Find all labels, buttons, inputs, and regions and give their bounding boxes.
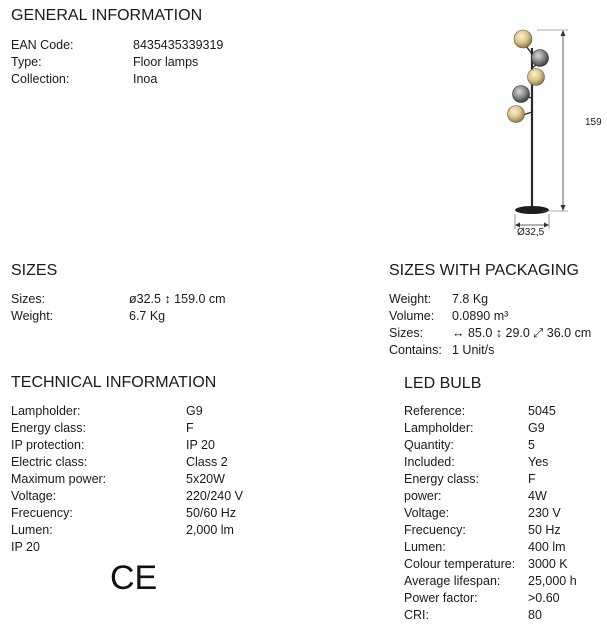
diameter-dimension-label: Ø32,5 <box>517 227 545 238</box>
ean-code-label: EAN Code: <box>11 38 74 52</box>
led-label: Reference: <box>404 404 466 418</box>
technical-information-heading: TECHNICAL INFORMATION <box>11 374 217 391</box>
led-label: Lumen: <box>404 540 446 554</box>
collection-label: Collection: <box>11 72 70 86</box>
led-label: Included: <box>404 455 455 469</box>
led-value: 50 Hz <box>528 523 561 537</box>
led-bulb-heading: LED BULB <box>404 375 482 392</box>
tech-label: Lampholder: <box>11 404 81 418</box>
tech-value: IP 20 <box>186 438 215 452</box>
packaging-volume-label: Volume: <box>389 309 435 323</box>
led-value: 400 lm <box>528 540 566 554</box>
led-label: Energy class: <box>404 472 480 486</box>
led-value: 3000 K <box>528 557 568 571</box>
led-value: 4W <box>528 489 547 503</box>
tech-label: Electric class: <box>11 455 88 469</box>
ip-rating-note: IP 20 <box>11 540 40 554</box>
packaging-sizes-label: Sizes: <box>389 326 424 340</box>
tech-value: Class 2 <box>186 455 228 469</box>
type-label: Type: <box>11 55 42 69</box>
packaging-weight-value: 7.8 Kg <box>452 292 489 306</box>
tech-label: Lumen: <box>11 523 53 537</box>
led-label: Quantity: <box>404 438 455 452</box>
type-value: Floor lamps <box>133 55 199 69</box>
tech-value: 50/60 Hz <box>186 506 237 520</box>
packaging-weight-label: Weight: <box>389 292 432 306</box>
tech-value: 5x20W <box>186 472 225 486</box>
sizes-label: Sizes: <box>11 292 46 306</box>
led-value: 25,000 h <box>528 574 577 588</box>
packaging-heading: SIZES WITH PACKAGING <box>389 262 579 279</box>
ean-code-value: 8435435339319 <box>133 38 224 52</box>
floor-lamp-drawing <box>490 20 607 245</box>
led-label: Power factor: <box>404 591 478 605</box>
led-value: Yes <box>528 455 549 469</box>
led-value: F <box>528 472 536 486</box>
collection-value: Inoa <box>133 72 158 86</box>
weight-label: Weight: <box>11 309 54 323</box>
led-value: 80 <box>528 608 542 622</box>
tech-value: F <box>186 421 194 435</box>
ce-mark-text: CE <box>110 560 158 594</box>
tech-label: IP protection: <box>11 438 85 452</box>
led-value: 5045 <box>528 404 556 418</box>
height-dimension-label: 159 <box>585 117 602 128</box>
ce-mark-icon <box>110 560 158 599</box>
led-label: CRI: <box>404 608 429 622</box>
packaging-sizes-value: ↔ 85.0 ↕ 29.0 ⤢ 36.0 cm <box>452 326 592 340</box>
led-label: Voltage: <box>404 506 450 520</box>
tech-label: Voltage: <box>11 489 57 503</box>
led-label: Frecuency: <box>404 523 466 537</box>
led-label: power: <box>404 489 442 503</box>
sizes-value: ø32.5 ↕ 159.0 cm <box>129 292 226 306</box>
tech-value: 220/240 V <box>186 489 243 503</box>
floor-lamp-icon <box>490 20 607 245</box>
led-value: 5 <box>528 438 535 452</box>
general-information-heading: GENERAL INFORMATION <box>11 7 203 24</box>
packaging-volume-value: 0.0890 m³ <box>452 309 509 323</box>
tech-value: G9 <box>186 404 203 418</box>
led-value: >0.60 <box>528 591 560 605</box>
led-value: 230 V <box>528 506 561 520</box>
led-label: Colour temperature: <box>404 557 516 571</box>
tech-value: 2,000 lm <box>186 523 234 537</box>
led-label: Average lifespan: <box>404 574 501 588</box>
tech-label: Frecuency: <box>11 506 73 520</box>
packaging-contains-value: 1 Unit/s <box>452 343 495 357</box>
weight-value: 6.7 Kg <box>129 309 166 323</box>
tech-label: Energy class: <box>11 421 87 435</box>
sizes-heading: SIZES <box>11 262 58 279</box>
led-value: G9 <box>528 421 545 435</box>
led-label: Lampholder: <box>404 421 474 435</box>
tech-label: Maximum power: <box>11 472 107 486</box>
packaging-contains-label: Contains: <box>389 343 442 357</box>
